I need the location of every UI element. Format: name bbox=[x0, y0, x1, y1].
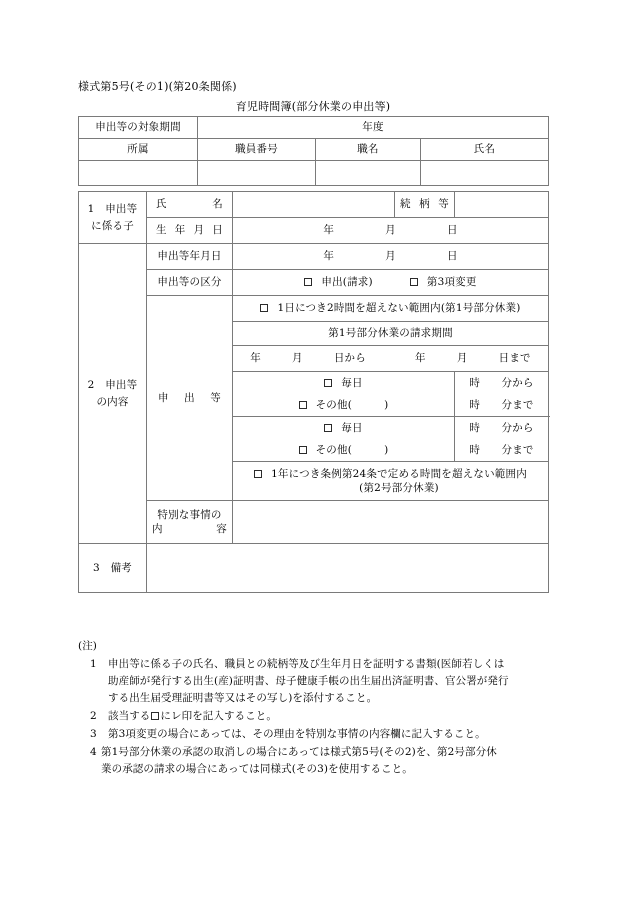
category-option-application[interactable] bbox=[304, 275, 372, 289]
type2-option-row[interactable] bbox=[233, 462, 549, 501]
period-from-day: 日から bbox=[333, 352, 366, 365]
application-date-day: 日 bbox=[446, 250, 458, 263]
affiliation-header-text: 所属 bbox=[127, 143, 149, 156]
relationship-label bbox=[395, 192, 455, 218]
fiscal-year-text: 年度 bbox=[362, 121, 384, 134]
table-row bbox=[79, 544, 549, 593]
birthdate-ymd bbox=[323, 223, 457, 237]
time-block-1-option-other-label: その他( ) bbox=[315, 398, 389, 411]
application-date-label bbox=[147, 244, 233, 270]
notes-section bbox=[78, 638, 560, 778]
note-3-body bbox=[108, 726, 560, 743]
period-range-row[interactable] bbox=[233, 346, 549, 372]
request-label-text: 申 出 等 bbox=[158, 391, 221, 404]
form-identifier: 様式第5号(その1)(第20条関係) bbox=[78, 80, 237, 93]
note-1-line-2: 助産師が発行する出生(産)証明書、母子健康手帳の出生届出済証明書、官公署が発行 bbox=[108, 675, 509, 687]
table-row bbox=[79, 117, 549, 139]
child-name-input[interactable] bbox=[233, 192, 395, 218]
section3-input[interactable] bbox=[147, 544, 549, 593]
application-date-ymd bbox=[323, 249, 457, 263]
checkbox-icon[interactable] bbox=[260, 304, 268, 312]
table-row bbox=[79, 192, 549, 218]
child-name-label-text: 氏 名 bbox=[156, 198, 223, 211]
checkbox-icon[interactable] bbox=[299, 446, 307, 454]
category-option-clause3-change-label: 第3項変更 bbox=[426, 276, 477, 289]
checkbox-icon[interactable] bbox=[299, 401, 307, 409]
table-row bbox=[79, 218, 549, 244]
checkbox-icon[interactable] bbox=[304, 278, 312, 286]
period-from-month: 月 bbox=[292, 352, 303, 365]
application-date-label-text: 申出等年月日 bbox=[157, 250, 222, 263]
type2-option-label-line1: 1年につき条例第24条で定める時間を超えない範囲内 bbox=[271, 467, 527, 480]
note-2-number: 2 bbox=[90, 710, 97, 722]
section2-label bbox=[79, 244, 147, 544]
note-item-4 bbox=[78, 744, 560, 778]
note-3-line-1: 第3項変更の場合にあっては、その理由を特別な事情の内容欄に記入すること。 bbox=[108, 728, 486, 740]
type1-option-label: 1日につき2時間を超えない範囲内(第1号部分休業) bbox=[277, 302, 521, 315]
type1-period-header bbox=[233, 322, 549, 346]
child-name-label bbox=[147, 192, 233, 218]
special-circumstances-label-line2: 内 容 bbox=[152, 523, 227, 535]
category-option-application-label: 申出(請求) bbox=[321, 276, 373, 289]
relationship-input[interactable] bbox=[455, 192, 549, 218]
type2-option-label-line2: (第2号部分休業) bbox=[359, 482, 439, 494]
section2-label-line2: の内容 bbox=[96, 395, 129, 408]
period-range-from bbox=[250, 351, 366, 365]
name-header bbox=[421, 139, 549, 161]
application-date-month: 月 bbox=[385, 250, 396, 263]
application-date-input[interactable] bbox=[233, 244, 549, 270]
special-circumstances-input[interactable] bbox=[233, 501, 549, 544]
time-block-1-option-daily[interactable] bbox=[233, 376, 454, 390]
period-to-year: 年 bbox=[415, 352, 426, 365]
employee-number-input[interactable] bbox=[198, 161, 316, 186]
section2-label-text bbox=[79, 377, 146, 410]
note-item-2 bbox=[78, 708, 560, 725]
checkbox-icon[interactable] bbox=[410, 278, 418, 286]
time-block-2-times[interactable] bbox=[455, 417, 549, 462]
notes-heading: (注) bbox=[78, 640, 97, 652]
type1-option-row[interactable] bbox=[233, 296, 549, 322]
birthdate-input[interactable] bbox=[233, 218, 549, 244]
time-block-2-option-daily[interactable] bbox=[233, 421, 454, 435]
time-block-1-option-other[interactable] bbox=[233, 398, 454, 412]
section1-label bbox=[79, 192, 147, 244]
category-label-text: 申出等の区分 bbox=[157, 276, 222, 289]
section1-label-line2: に係る子 bbox=[91, 219, 134, 232]
birthdate-label bbox=[147, 218, 233, 244]
section3-label bbox=[79, 544, 147, 593]
time-block-2-option-other[interactable] bbox=[233, 443, 454, 457]
type2-option[interactable] bbox=[254, 467, 527, 481]
table-row bbox=[79, 501, 549, 544]
special-circumstances-label bbox=[147, 501, 233, 544]
note-2-suffix: にレ印を記入すること。 bbox=[160, 710, 278, 722]
section1-label-text bbox=[79, 201, 146, 234]
job-title-input[interactable] bbox=[316, 161, 421, 186]
job-title-header-text: 職名 bbox=[357, 143, 379, 156]
note-2-prefix: 該当する bbox=[108, 710, 151, 722]
birthdate-month: 月 bbox=[385, 224, 396, 237]
birthdate-label-text: 生 年 月 日 bbox=[156, 224, 223, 237]
time-block-2-option-other-label: その他( ) bbox=[315, 443, 389, 456]
note-1-line-3: する出生届受理証明書等又はその写し)を添付すること。 bbox=[108, 692, 378, 704]
time-block-1-from: 時 分から bbox=[469, 377, 534, 390]
period-to-month: 月 bbox=[456, 352, 468, 365]
table-row bbox=[79, 139, 549, 161]
request-label bbox=[147, 296, 233, 501]
note-4-line-2: 業の承認の請求の場合にあっては同様式(その3)を使用すること。 bbox=[101, 763, 413, 775]
time-block-1-option-daily-label: 毎日 bbox=[341, 377, 363, 390]
document-title: 育児時間簿(部分休業の申出等) bbox=[235, 100, 391, 113]
name-input[interactable] bbox=[421, 161, 549, 186]
table-row bbox=[79, 296, 549, 322]
category-label bbox=[147, 270, 233, 296]
section1-label-line1: 1 申出等 bbox=[87, 203, 138, 216]
table-row bbox=[79, 161, 549, 186]
note-1-line-1: 申出等に係る子の氏名、職員との続柄等及び生年月日を証明する書類(医師若しくは bbox=[108, 658, 505, 670]
note-4-line-1: 第1号部分休業の承認の取消しの場合にあっては様式第5号(その2)を、第2号部分休 bbox=[101, 746, 497, 758]
period-to-day: 日まで bbox=[498, 352, 531, 365]
time-block-1-to: 時 分まで bbox=[469, 398, 534, 411]
note-4-number: 4 bbox=[90, 746, 97, 758]
note-2-body bbox=[108, 708, 560, 725]
affiliation-header bbox=[79, 139, 198, 161]
note-4-body bbox=[101, 744, 560, 778]
time-block-2-to: 時 分まで bbox=[469, 443, 534, 456]
category-options bbox=[233, 270, 549, 296]
table-row bbox=[79, 244, 549, 270]
type1-option[interactable] bbox=[260, 301, 520, 315]
time-block-1-times[interactable] bbox=[455, 372, 549, 417]
employee-number-header-text: 職員番号 bbox=[235, 143, 278, 156]
period-range-to bbox=[415, 351, 531, 365]
period-from-year: 年 bbox=[250, 352, 261, 365]
time-block-1-options bbox=[233, 372, 455, 417]
checkbox-icon[interactable] bbox=[324, 424, 332, 432]
note-1-number: 1 bbox=[90, 658, 97, 670]
birthdate-year: 年 bbox=[323, 224, 335, 237]
note-item-3 bbox=[78, 726, 560, 743]
identity-table bbox=[78, 116, 549, 186]
note-1-body bbox=[108, 656, 560, 707]
target-period-label bbox=[79, 117, 198, 139]
name-header-text: 氏名 bbox=[473, 143, 496, 156]
relationship-label-text: 続 柄 等 bbox=[400, 198, 449, 211]
category-option-clause3-change[interactable] bbox=[410, 275, 477, 289]
application-date-year: 年 bbox=[323, 250, 335, 263]
note-3-number: 3 bbox=[90, 728, 97, 740]
time-block-2-options bbox=[233, 417, 455, 462]
time-block-2-option-daily-label: 毎日 bbox=[341, 422, 363, 435]
checkbox-icon[interactable] bbox=[324, 379, 332, 387]
main-form-table bbox=[78, 191, 549, 593]
note-item-1 bbox=[78, 656, 560, 707]
time-block-2-from: 時 分から bbox=[469, 422, 534, 435]
checkbox-icon bbox=[151, 712, 159, 720]
fiscal-year-cell[interactable] bbox=[198, 117, 549, 139]
special-circumstances-label-text bbox=[147, 508, 232, 536]
affiliation-input[interactable] bbox=[79, 161, 198, 186]
table-row bbox=[79, 270, 549, 296]
checkbox-icon[interactable] bbox=[254, 470, 262, 478]
section3-label-text: 3 備考 bbox=[93, 561, 132, 574]
section2-label-line1: 2 申出等 bbox=[87, 379, 138, 392]
birthdate-day: 日 bbox=[446, 224, 458, 237]
job-title-header bbox=[316, 139, 421, 161]
type1-period-header-text: 第1号部分休業の請求期間 bbox=[328, 327, 453, 340]
employee-number-header bbox=[198, 139, 316, 161]
special-circumstances-label-line1: 特別な事情の bbox=[157, 508, 222, 521]
target-period-label-text: 申出等の対象期間 bbox=[95, 121, 181, 134]
